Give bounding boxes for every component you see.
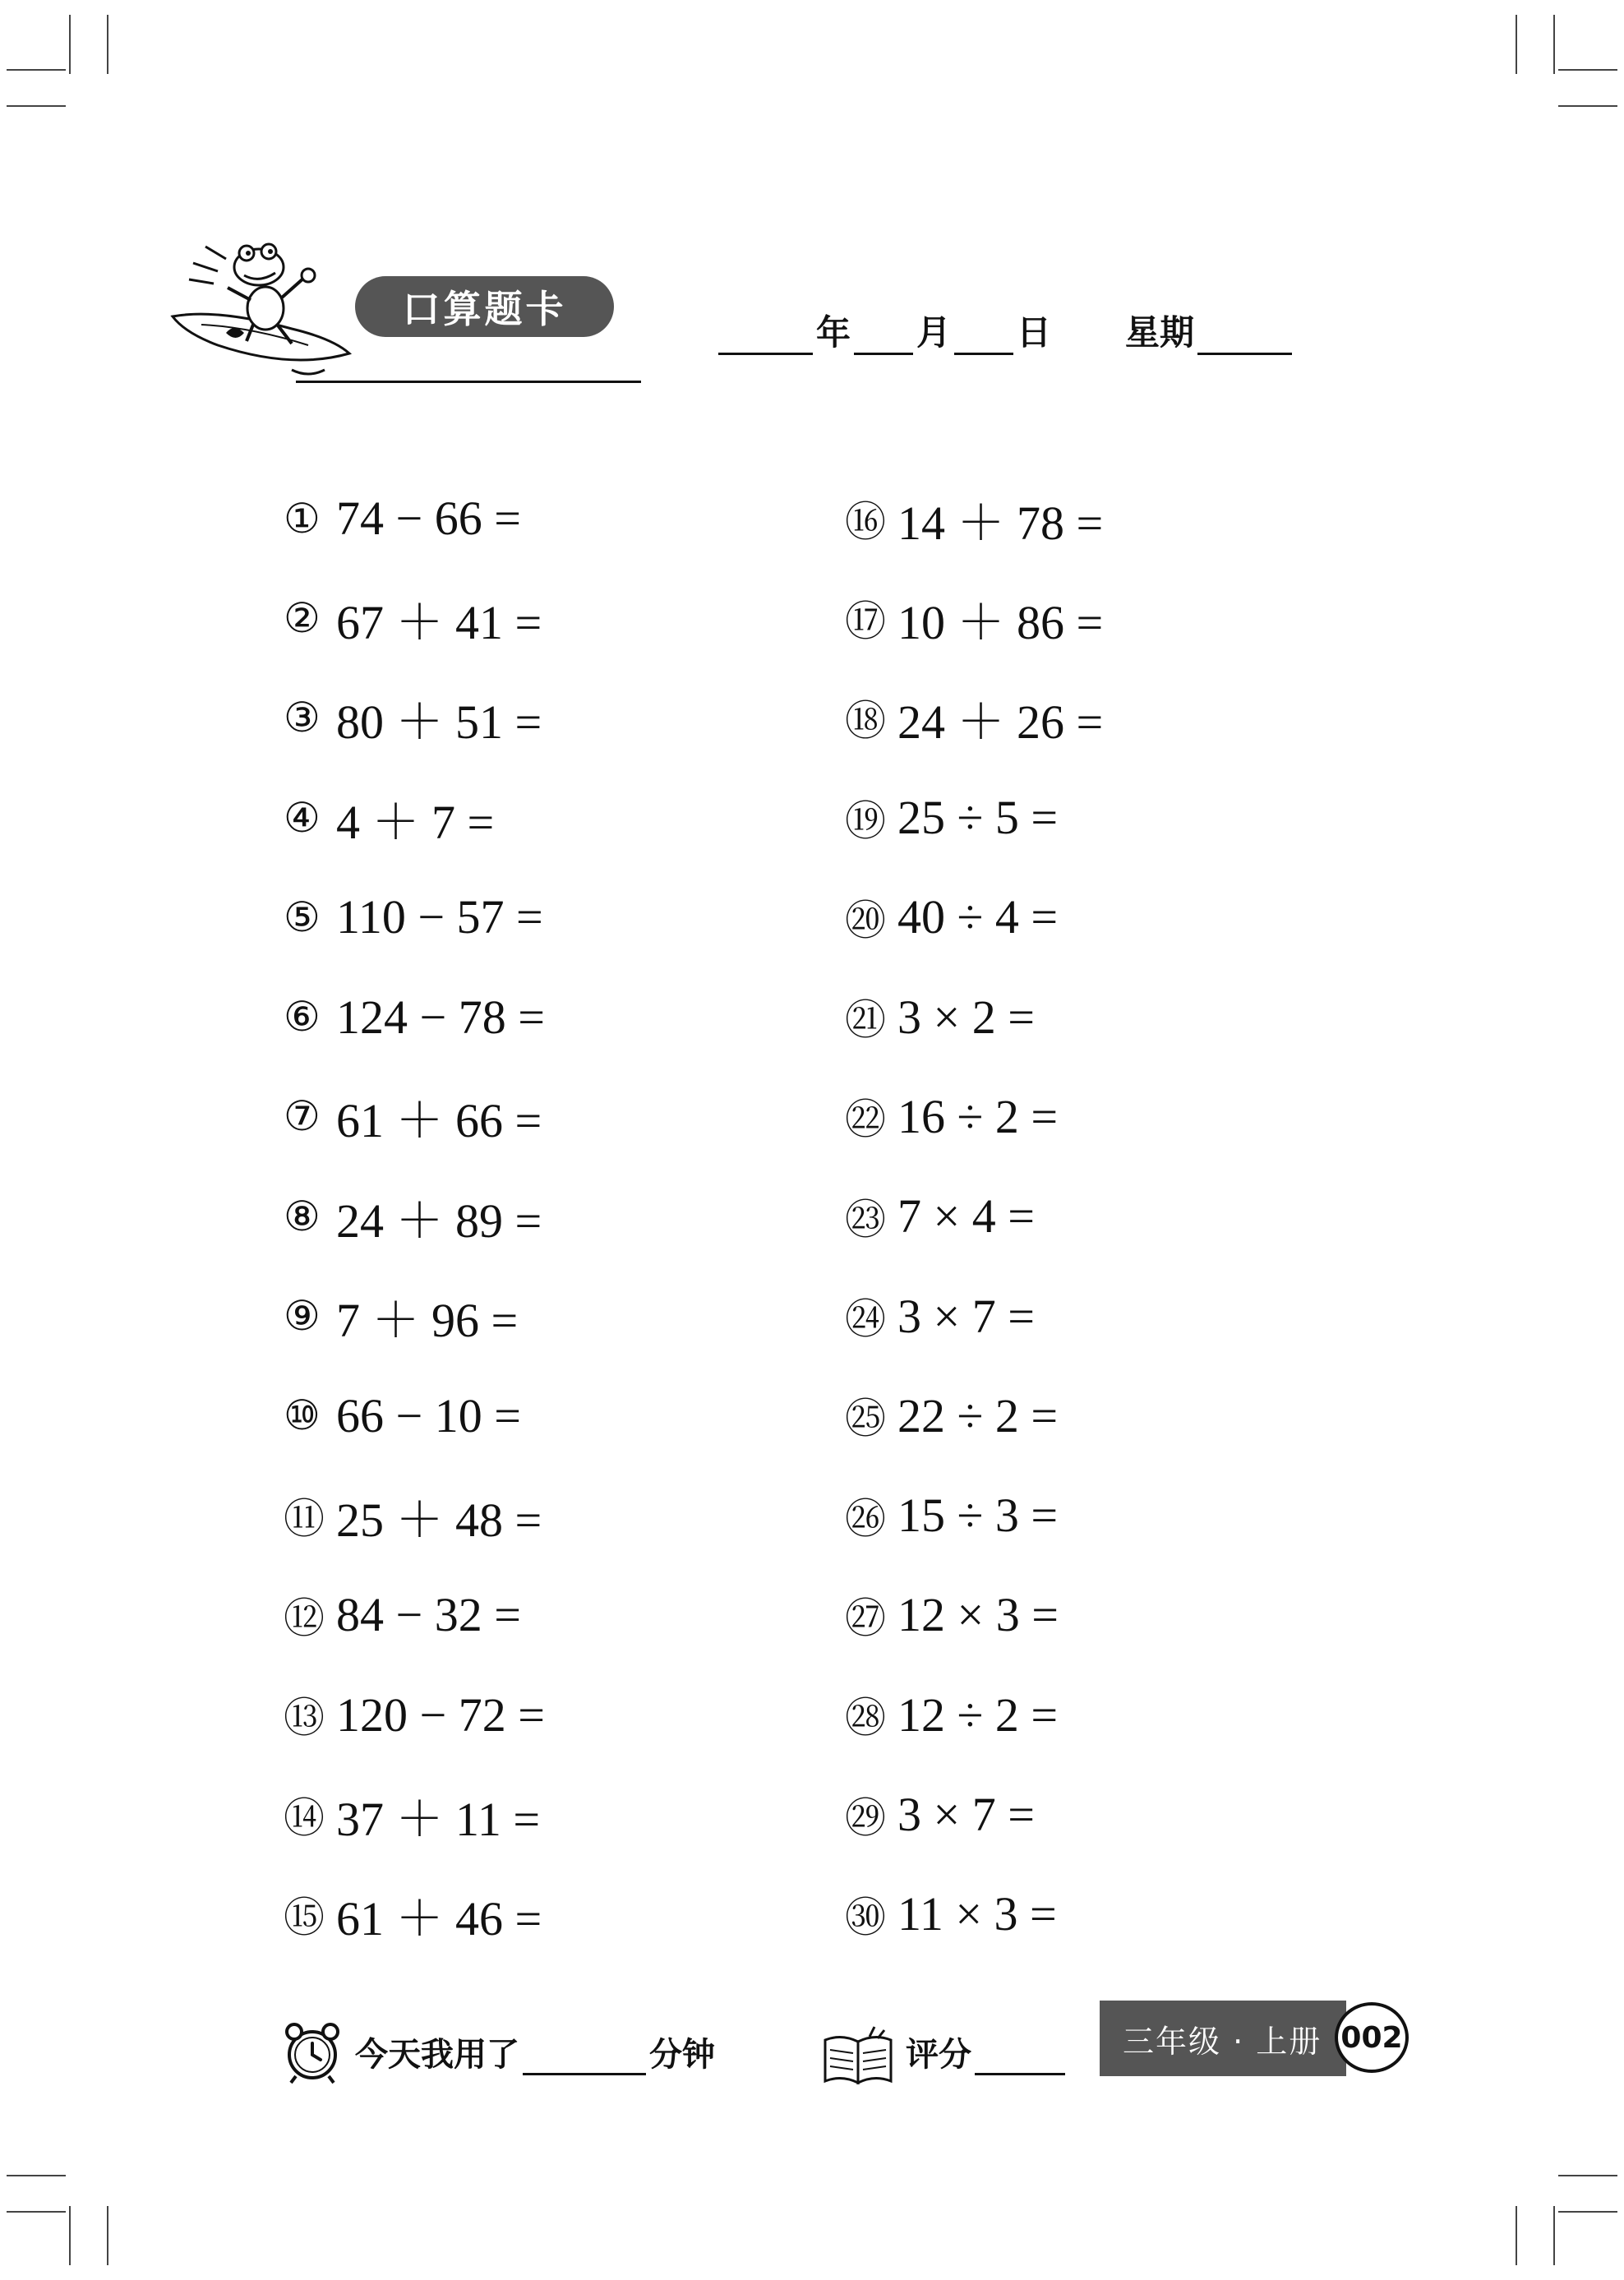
exercise-number: ⑱ — [845, 698, 886, 745]
crop-mark — [69, 2206, 71, 2265]
exercise-item — [845, 1465, 1103, 1565]
exercise-number: ⑳ — [845, 897, 886, 944]
crop-mark — [1553, 15, 1555, 74]
exercise-item — [845, 1366, 1103, 1465]
exercise-item — [845, 1067, 1103, 1166]
exercise-number: ㉙ — [845, 1794, 886, 1841]
year-blank[interactable] — [718, 316, 813, 355]
exercise-item — [284, 1765, 545, 1864]
exercise-expression: 24 ＋ 26 = — [897, 695, 1104, 750]
exercise-number: ⑩ — [284, 1392, 321, 1439]
exercise-item — [845, 1266, 1103, 1365]
exercise-number: ㉚ — [845, 1894, 886, 1941]
exercise-expression: 24 ＋ 89 = — [336, 1193, 542, 1248]
exercise-number: ㉔ — [845, 1296, 886, 1343]
exercise-item — [845, 1665, 1103, 1765]
exercise-number: ⑲ — [845, 797, 886, 844]
score — [906, 2028, 1068, 2075]
exercise-expression: 22 ÷ 2 = — [897, 1388, 1059, 1442]
exercise-expression: 74 − 66 = — [336, 492, 521, 546]
time-suffix: 分钟 — [649, 2036, 715, 2074]
page-number: 002 — [1335, 2002, 1409, 2073]
year-label: 年 — [816, 312, 851, 353]
exercise-expression: 61 ＋ 66 = — [336, 1094, 542, 1148]
weekday-blank[interactable] — [1197, 316, 1292, 355]
exercise-expression: 25 ＋ 48 = — [336, 1493, 542, 1547]
exercise-number: ⑪ — [284, 1495, 325, 1542]
exercise-number: ⑭ — [284, 1794, 325, 1841]
exercise-item — [284, 568, 545, 667]
exercise-number: ⑫ — [284, 1595, 325, 1641]
crop-mark — [107, 15, 108, 74]
exercise-item — [284, 668, 545, 768]
exercise-expression: 25 ÷ 5 = — [897, 791, 1059, 845]
exercise-expression: 12 ÷ 2 = — [897, 1687, 1059, 1742]
crop-mark — [7, 69, 66, 71]
exercise-number: ⑨ — [284, 1293, 321, 1340]
exercise-item — [845, 468, 1103, 568]
date-line — [715, 306, 1295, 355]
crop-mark — [1558, 69, 1617, 71]
exercise-item — [284, 468, 545, 568]
day-blank[interactable] — [954, 316, 1013, 355]
exercise-expression: 7 × 4 = — [897, 1189, 1035, 1244]
exercise-item — [284, 768, 545, 867]
exercise-number: ㉕ — [845, 1396, 886, 1442]
exercise-item — [845, 1864, 1103, 1964]
crop-mark — [1553, 2206, 1555, 2265]
exercise-expression: 16 ÷ 2 = — [897, 1089, 1059, 1143]
exercise-expression: 7 ＋ 96 = — [336, 1294, 519, 1348]
exercise-item — [284, 1166, 545, 1266]
score-blank[interactable] — [975, 2040, 1065, 2075]
exercise-number: ⑰ — [845, 598, 886, 644]
exercise-number: ㉓ — [845, 1196, 886, 1243]
exercise-number: ⑥ — [284, 994, 321, 1041]
exercise-expression: 40 ÷ 4 = — [897, 890, 1059, 944]
exercise-number: ㉘ — [845, 1695, 886, 1742]
exercise-item — [845, 1166, 1103, 1266]
exercise-number: ⑮ — [284, 1894, 325, 1941]
exercise-number: ㉗ — [845, 1595, 886, 1641]
crop-mark — [1558, 2175, 1617, 2176]
crop-mark — [7, 2175, 66, 2176]
crop-mark — [69, 15, 71, 74]
exercise-item — [284, 1565, 545, 1664]
exercise-expression: 10 ＋ 86 = — [897, 595, 1104, 649]
exercise-item — [845, 967, 1103, 1066]
alarm-clock-icon — [279, 2019, 345, 2084]
exercise-expression: 3 × 7 = — [897, 1289, 1035, 1343]
exercise-number: ⑧ — [284, 1193, 321, 1239]
exercise-expression: 37 ＋ 11 = — [336, 1792, 541, 1846]
exercise-expression: 4 ＋ 7 = — [336, 795, 495, 849]
crop-mark — [7, 2211, 66, 2213]
exercise-expression: 80 ＋ 51 = — [336, 695, 542, 750]
exercise-item — [845, 867, 1103, 967]
crop-mark — [7, 105, 66, 107]
exercise-expression: 61 ＋ 46 = — [336, 1891, 542, 1945]
score-label: 评分 — [906, 2036, 971, 2074]
time-blank[interactable] — [523, 2040, 646, 2075]
exercise-number: ⑦ — [284, 1093, 321, 1140]
page-title: 口算题卡 — [355, 276, 614, 337]
exercise-item — [284, 867, 545, 967]
exercise-column-left — [284, 468, 545, 1964]
time-prefix: 今天我用了 — [355, 2036, 519, 2074]
header-rule — [296, 381, 641, 383]
weekday-label: 星期 — [1125, 312, 1195, 353]
exercise-column-right — [845, 468, 1103, 1964]
exercise-expression: 15 ÷ 3 = — [897, 1488, 1059, 1543]
exercise-number: ⑤ — [284, 893, 321, 940]
exercise-item — [284, 1366, 545, 1465]
open-book-icon — [822, 2025, 894, 2086]
crop-mark — [1558, 2211, 1617, 2213]
exercise-expression: 11 × 3 = — [897, 1887, 1057, 1941]
exercise-expression: 14 ＋ 78 = — [897, 496, 1104, 550]
grade-badge: 三年级 · 上册 — [1100, 2001, 1346, 2076]
exercise-item — [284, 967, 545, 1066]
day-label: 日 — [1017, 312, 1052, 353]
exercise-number: ㉑ — [845, 997, 886, 1044]
exercise-expression: 124 − 78 = — [336, 990, 545, 1044]
crop-mark — [1516, 2206, 1517, 2265]
exercise-number: ② — [284, 594, 321, 641]
exercise-number: ③ — [284, 695, 321, 741]
crop-mark — [1516, 15, 1517, 74]
exercise-number: ⑬ — [284, 1695, 325, 1742]
exercise-number: ⑯ — [845, 498, 886, 545]
exercise-expression: 12 × 3 = — [897, 1588, 1059, 1642]
exercise-expression: 84 − 32 = — [336, 1588, 521, 1642]
exercise-number: ㉒ — [845, 1096, 886, 1143]
exercise-expression: 110 − 57 = — [336, 890, 543, 944]
month-label: 月 — [916, 312, 952, 353]
exercise-item — [845, 1565, 1103, 1664]
exercise-item — [845, 768, 1103, 867]
exercise-item — [845, 568, 1103, 667]
time-used — [355, 2028, 715, 2075]
exercise-number: ① — [284, 495, 321, 542]
frog-surfer-icon — [168, 230, 358, 395]
exercise-number: ④ — [284, 794, 321, 841]
exercise-item — [845, 668, 1103, 768]
exercise-expression: 66 − 10 = — [336, 1388, 521, 1442]
exercise-item — [284, 1266, 545, 1365]
exercise-item — [284, 1665, 545, 1765]
exercise-item — [284, 1864, 545, 1964]
exercise-number: ㉖ — [845, 1495, 886, 1542]
exercise-item — [845, 1765, 1103, 1864]
exercise-expression: 3 × 2 = — [897, 990, 1035, 1044]
month-blank[interactable] — [854, 316, 913, 355]
crop-mark — [107, 2206, 108, 2265]
exercise-expression: 67 ＋ 41 = — [336, 595, 542, 649]
exercise-expression: 3 × 7 = — [897, 1788, 1035, 1841]
exercise-expression: 120 − 72 = — [336, 1687, 545, 1742]
exercise-item — [284, 1465, 545, 1565]
crop-mark — [1558, 105, 1617, 107]
exercise-item — [284, 1067, 545, 1166]
